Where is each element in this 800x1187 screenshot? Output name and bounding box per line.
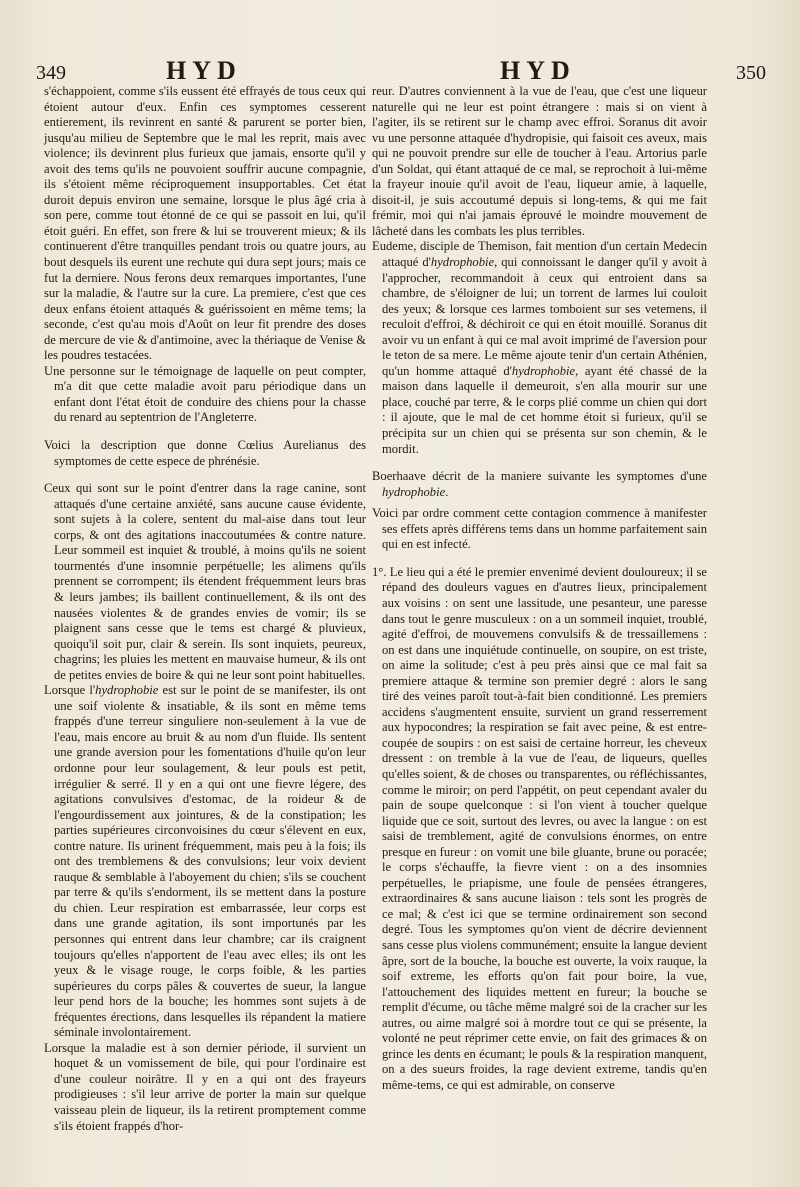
right-headword: HYD — [500, 56, 576, 85]
text-run: , qui connoissant le danger qu'il y avoit à l'approcher, recommandoit à ceux qui entroient dans sa chambre, de s'éloigner de lui; un torrent de larmes lui couloit des yeux; & lorsque ces larmes tomboient sur ses vetemens, il reculoit d'effroi, & déchiroit ce qui en étoit mouillé. Soranus dit avoir vu un enfant à qui ce mal avoit imprimé de l'aversion pour le teton de sa mere. Le même ajoute tenir d'un certain Athénien, qu'un homme attaqué d' — [382, 255, 707, 378]
text-run: est sur le point de se manifester, ils ont une soif violente & insatiable, & ils sont en même tems frappés d'une terreur singuliere non-seulement à la vue de l'eau, mais encore au bruit & au nom d'un fluide. Ils sentent une grande aversion pour les fomentations d'huile qu'on leur ordonne pour leur soulagement, & leur pouls est petit, irrégulier & serré. Il y en a qui ont une fievre légere, des agitations convulsives d'estomac, de la roideur & de l'engourdissement aux jointures, & de la constipation; les parties supérieures circonvoisines du cœur s'élevent en eux, contre nature. Ils urinent fréquemment, mais peu à la fois; ils ont des tremblemens & des convulsions; leur voix devient rauque & semblable à l'aboyement du chien; s'ils se couchent par terre & qu'ils s'endorment, ils se mettent dans la posture du chien. Leur respiration est embarrassée, leur corps est dans une grande agitation, ils sont importunés par les personnes qui entrent dans leur chambre; car ils craignent toujours qu'elles n'apportent de l'eau avec elles; ils ont les yeux & le visage rouge, le corps foible, & les parties supérieures du corps pâles & couvertes de sueur, la langue leur pend hors de la bouche; les hommes sont sujets à de fréquentes érections, dans lesquelles ils répandent la matiere séminale involontairement. — [54, 683, 367, 1040]
paragraph: 1°. Le lieu qui a été le premier envenimé devient douloureux; il se répand des douleurs vagues en d'autres lieux, principalement aux voisins : on sent une lassitude, une pesanteur, une paresse dans tout le genre musculeux : on a un sommeil inquiet, troublé, agité d'effroi, de mouvemens convulsifs & de tressaillemens : on est dans une inquiétude continuelle, on soupire, on est triste, on aime la solitude; c'est à peu près ainsi que ce mal fait sa premiere attaque & termine son premier degré : alors le sang tiré des veines paroît tout-à-fait bien conditionné. Les premiers accidens s'augmentent ensuite, survient un grand resserrement aux hypocondres; la respiration se fait avec peine, & est entre-coupée de soupirs : on est saisi de certaine horreur, les cheveux dressent : on tremble à la vue de l'eau, de liqueurs, quelles qu'elles soient, & de choses ou transparentes, ou réfléchissantes, comme le miroir; on perd l'appétit, on peut cependant avaler du pain de soupe quelconque : si l'on vient à toucher quelque liquide que ce soit, surtout des levres, ou avec la langue : on est saisi de tremblement, agité de convulsions énormes, on entre presque en fureur : on vomit une bile gluante, brune ou poracée; le corps s'échauffe, la fievre vient : on a des insomnies perpétuelles, le priapisme, une foule de pensées étrangeres, extraordinaires & sans aucune liaison : tels sont les progrès de ce mal; & c'est ici que se termine ordinairement son second degré. Tous les symptomes qu'on vient de décrire deviennent sans cesse plus violens communément; ensuite la langue devient âpre, sort de la bouche, la bouche est ouverte, la voix rauque, la soif extreme, les efforts qu'on fait pour boire, la vue, l'attouchement des liquides mettent en fureur; la bouche se remplit d'écume, ou tâche même malgré soi de la cracher sur les autres, ou aime malgré soi à mordre tout ce qui se présente, la volonté ne peut réprimer cette envie, on fait des grimaces & on grince les dents en écumant; le pouls & la respiration manquent, on a des sueurs froides, la rage devient extreme, tandis qu'en même-tems, ce qui est admirable, on conserve — [372, 564, 707, 1092]
paragraph: Ceux qui sont sur le point d'entrer dans la rage canine, sont attaqués d'une certaine anxiété, sans aucune cause évidente, sont sujets à la colere, sentent du mal-aise dans tout leur corps, & ont des agitations inaccoutumées & contre nature. Leur sommeil est inquiet & troublé, à moins qu'ils ne soient tourmentés d'une insomnie perpétuelle; les alimens qu'ils prennent se corrompent; ils étendent fréquemment leurs bras & leurs jambes; ils baillent continuellement, & ils ont des nausées violentes & de grandes envies de vomir; ils se plaignent sans cesse que le tems est chargé & pluvieux, quoiqu'il soit pur, clair & serein. Ils sont inquiets, peureux, chagrins; les pluies les mettent en mauvaise humeur, & ils ont de petites envies de boire & qui ne leur sont point habituelles. — [44, 481, 366, 682]
text-run: , ayant été chassé de la maison dans laquelle il demeuroit, s'en alla mourir sur une place, couché par terre, & le corps plié comme un chien qui dort : il ajoute, que le mal de cet homme étoit si furieux, qu'il se précipita sur un chien qui se présenta sur son chemin, & le mordit. — [382, 363, 707, 456]
paragraph — [372, 469, 707, 500]
right-column — [372, 84, 707, 1093]
italic-term: hydrophobie — [382, 484, 446, 499]
text-run: Eudeme, disciple de Themison, fait mention d'un certain Medecin attaqué d' — [372, 239, 707, 270]
italic-term: hydrophobie — [430, 255, 495, 270]
right-page-number: 350 — [736, 62, 766, 84]
paragraph — [372, 239, 707, 457]
paragraph — [44, 683, 366, 1041]
paragraph: reur. D'autres conviennent à la vue de l'eau, que c'est une liqueur naturelle qui ne leur est point étrangere : mais si on vient à l'agiter, ils se retirent sur le champ avec effroi. Soranus dit avoir vu une personne attaquée d'hydropisie, qui faisoit ces aveux, mais qui ne pouvoit prendre sur elle de toucher à l'eau. Artorius parle d'un Soldat, qui étant attaqué de ce mal, se reprochoit à lui-même la frayeur inouie qu'il avoit de l'eau, liqueur amie, à laquelle, disoit-il, je suis accoutumé depuis si long-tems, & qui me fait frémir, moi qui n'ai jamais éprouvé le moindre mouvement de lâcheté dans les combats les plus terribles. — [372, 84, 707, 238]
left-page-number: 349 — [36, 62, 66, 84]
paragraph: Voici par ordre comment cette contagion commence à manifester ses effets après différens tems dans un homme parfaitement sain qui en est infecté. — [372, 506, 707, 552]
paragraph: Une personne sur le témoignage de laquelle on peut compter, m'a dit que cette maladie avoit paru périodique dans un enfant dont l'état étoit de conduire des chiens pour la chasse du renard au septentrion de l'Angleterre. — [44, 363, 366, 425]
text-run: Lorsque l' — [44, 683, 96, 698]
running-header — [30, 56, 770, 86]
italic-term: hydrophobie — [95, 683, 159, 698]
paragraph: Lorsque la maladie est à son dernier période, il survient un hoquet & un vomissement de bile, qui pour l'ordinaire est d'une couleur noirâtre. Il y en a qui ont des frayeurs prodigieuses : s'il leur arrive de porter la main sur quelque vaisseau plein de liqueur, ils la retirent promptement comme s'ils étoient frappés d'hor- — [44, 1040, 366, 1133]
paragraph: Voici la description que donne Cœlius Aurelianus des symptomes de cette espece de phrénésie. — [44, 438, 366, 468]
paragraph: s'échappoient, comme s'ils eussent été effrayés de tous ceux qui étoient autour d'eux. Enfin ces symptomes cesserent entierement, ils revinrent en santé & parurent se porter bien, jusqu'au milieu de Septembre que le mal les reprit, mais avec violence; ils devinrent plus furieux que jamais, ensorte qu'il y avoit des tems qu'ils ne pouvoient souffrir aucune compagnie, ils s'étoient même réciproquement insupportables. Cet état duroit depuis environ une semaine, lorsque le plus âgé cria à son pere, comme tout étonné de ce qui se passoit en lui, qu'il étoit guéri. En effet, son frere & lui se trouverent mieux; & ils continuerent d'être tranquilles pendant trois ou quatre jours, au bout desquels ils eurent une rechute qui dura sept jours; mais ce fut la derniere. Nous ferons deux remarques importantes, l'une sur la maladie, & l'autre sur la cure. La premiere, c'est que ces deux enfans étoient attaqués & guérissoient en même tems; la seconde, c'est qu'au mois d'Août on leur fit prendre des doses de mercure de vie & d'antimoine, avec la thériaque de Venise & les poudres testacées. — [44, 84, 366, 363]
left-column — [44, 84, 366, 1134]
left-headword: HYD — [166, 56, 242, 85]
italic-term: hydrophobie — [511, 363, 576, 378]
text-run: . — [445, 484, 449, 499]
text-run: Boerhaave décrit de la maniere suivante les symptomes d'une — [372, 469, 707, 484]
